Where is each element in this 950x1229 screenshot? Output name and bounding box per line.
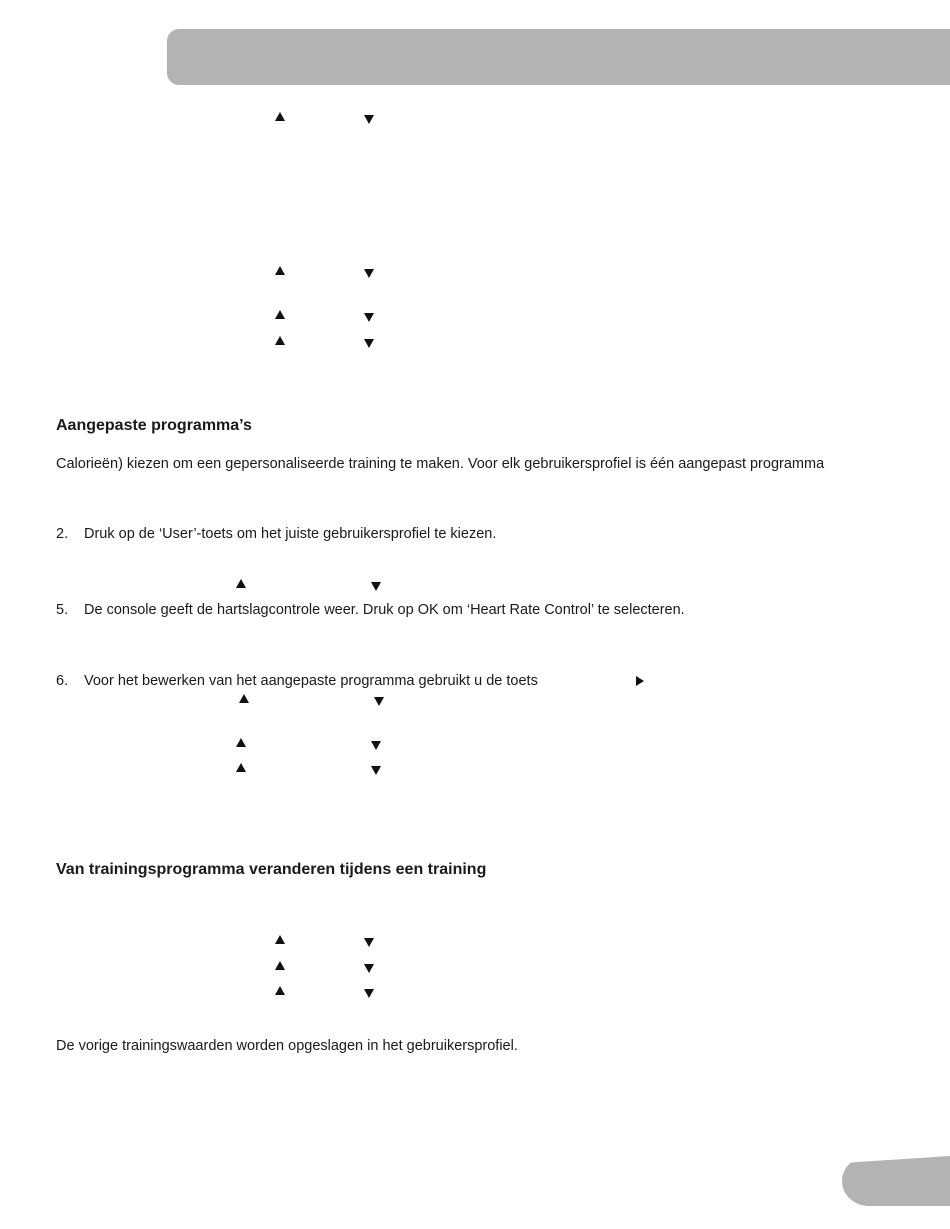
note-paragraph: De vorige trainingswaarden worden opgeslagen in het gebruikersprofiel. [56, 1038, 518, 1054]
step-item [56, 673, 538, 689]
step-number: 6. [56, 673, 69, 689]
up-arrow-icon [275, 310, 285, 319]
down-arrow-icon [364, 964, 374, 973]
step-text: Druk op de ‘User’-toets om het juiste gebruikersprofiel te kiezen. [84, 526, 497, 542]
down-arrow-icon [364, 313, 374, 322]
section-heading-custom-programs: Aangepaste programma’s [56, 417, 252, 434]
step-text: De console geeft de hartslagcontrole weer. Druk op OK om ‘Heart Rate Control’ te selecteren. [84, 602, 685, 618]
down-arrow-icon [364, 989, 374, 998]
down-arrow-icon [371, 741, 381, 750]
step-item [56, 526, 496, 542]
up-arrow-icon [275, 112, 285, 121]
step-number: 5. [56, 602, 69, 618]
down-arrow-icon [374, 697, 384, 706]
section-heading-change-program: Van trainingsprogramma veranderen tijdens een training [56, 861, 487, 878]
up-arrow-icon [275, 266, 285, 275]
down-arrow-icon [364, 339, 374, 348]
down-arrow-icon [371, 582, 381, 591]
up-arrow-icon [275, 336, 285, 345]
down-arrow-icon [364, 115, 374, 124]
right-arrow-icon [636, 676, 644, 686]
step-item [56, 602, 685, 618]
up-arrow-icon [275, 935, 285, 944]
step-number: 2. [56, 526, 69, 542]
up-arrow-icon [275, 961, 285, 970]
up-arrow-icon [275, 986, 285, 995]
page-number-tab [842, 1156, 950, 1206]
down-arrow-icon [371, 766, 381, 775]
down-arrow-icon [364, 938, 374, 947]
intro-paragraph: Calorieën) kiezen om een gepersonaliseerde training te maken. Voor elk gebruikersprofiel is één aangepast programma [56, 456, 825, 472]
up-arrow-icon [236, 579, 246, 588]
down-arrow-icon [364, 269, 374, 278]
step-text: Voor het bewerken van het aangepaste programma gebruikt u de toets [84, 673, 538, 689]
up-arrow-icon [239, 694, 249, 703]
up-arrow-icon [236, 738, 246, 747]
up-arrow-icon [236, 763, 246, 772]
header-bar [167, 29, 950, 85]
